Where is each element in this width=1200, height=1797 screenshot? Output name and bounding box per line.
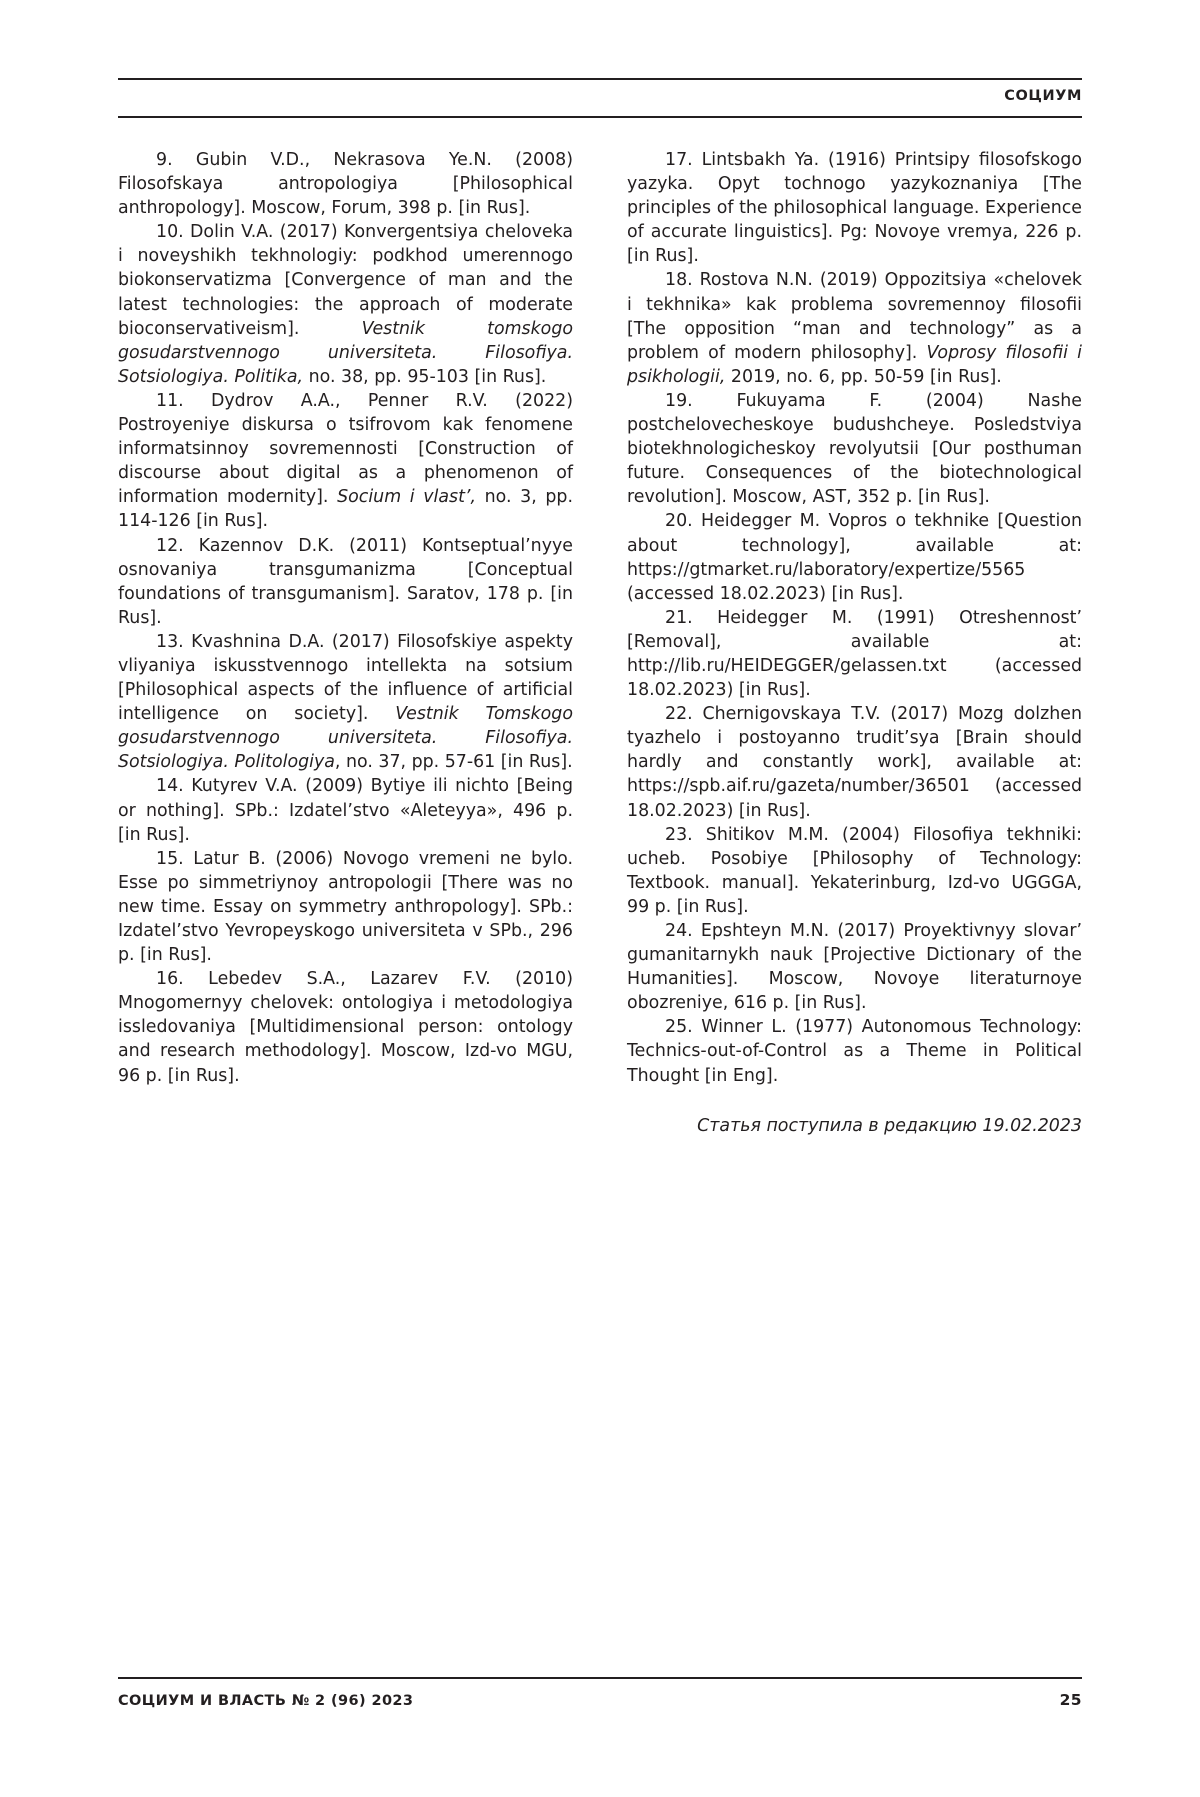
header-rule-bottom (118, 116, 1082, 118)
reference-item: 11. Dydrov A.A., Penner R.V. (2022) Postroyeniye diskursa o tsifrovom kak fenomene informatsinnoy sovremennosti [Construction of discourse about digital as a phenomenon of information modernity]. Socium i vlast’, no. 3, pp. 114-126 [in Rus]. (118, 390, 573, 532)
section-title: СОЦИУМ (1004, 88, 1082, 104)
footer-rule (118, 1677, 1082, 1679)
reference-item: 22. Chernigovskaya T.V. (2017) Mozg dolzhen tyazhelo i postoyanno trudit’sya [Brain should hardly and constantly work], available at: https://spb.aif.ru/gazeta/number/36501 (accessed 18.02.2023) [in Rus]. (627, 704, 1082, 821)
reference-item: 24. Epshteyn M.N. (2017) Proyektivnyy slovar’ gumanitarnykh nauk [Projective Dictionary of the Humanities]. Moscow, Novoye literaturnoye obozreniye, 616 p. [in Rus]. (627, 921, 1082, 1014)
two-column-body (118, 148, 1082, 1138)
reference-item: 10. Dolin V.A. (2017) Konvergentsiya cheloveka i noveyshikh tekhnologiy: podkhod umerennogo biokonservatizma [Convergence of man and the latest technologies: the approach of moderate bioconservativeism]. Vestnik tomskogo gosudarstvennogo universiteta. Filosofiya. Sotsiologiya. Politika, no. 38, pp. 95-103 [in Rus]. (118, 222, 573, 387)
reference-item: 9. Gubin V.D., Nekrasova Ye.N. (2008) Filosofskaya antropologiya [Philosophical anthropology]. Moscow, Forum, 398 p. [in Rus]. (118, 150, 573, 219)
left-column (118, 148, 573, 1138)
journal-issue-line: СОЦИУМ И ВЛАСТЬ № 2 (96) 2023 (118, 1693, 414, 1709)
right-column (627, 148, 1082, 1138)
reference-item: 25. Winner L. (1977) Autonomous Technology: Technics-out-of-Control as a Theme in Political Thought [in Eng]. (627, 1017, 1082, 1086)
reference-item: 16. Lebedev S.A., Lazarev F.V. (2010) Mnogomernyy chelovek: ontologiya i metodologiya issledovaniya [Multidimensional person: ontology and research methodology]. Moscow, Izd-vo MGU, 96 p. [in Rus]. (118, 969, 573, 1086)
page-footer (118, 1677, 1082, 1709)
page-number: 25 (1059, 1691, 1082, 1709)
reference-item: 19. Fukuyama F. (2004) Nashe postchelovecheskoye budushcheye. Posledstviya biotekhnologicheskoy revolyutsii [Our posthuman future. Consequences of the biotechnological revolution]. Moscow, AST, 352 p. [in Rus]. (627, 390, 1082, 508)
reference-item: 17. Lintsbakh Ya. (1916) Printsipy filosofskogo yazyka. Opyt tochnogo yazykoznaniya [The principles of the philosophical language. Experience of accurate linguistics]. Pg: Novoye vremya, 226 p. [in Rus]. (627, 150, 1082, 267)
page-header (118, 78, 1082, 118)
header-rule-top (118, 78, 1082, 80)
reference-item: 20. Heidegger M. Vopros o tekhnike [Question about technology], available at: https://gtmarket.ru/laboratory/expertize/5565 (accessed 18.02.2023) [in Rus]. (627, 511, 1082, 604)
reference-item: 15. Latur B. (2006) Novogo vremeni ne bylo. Esse po simmetriynoy antropologii [There was no new time. Essay on symmetry anthropology]. SPb.: Izdatel’stvo Yevropeyskogo universiteta v SPb., 296 p. [in Rus]. (118, 848, 573, 966)
reference-item: 21. Heidegger M. (1991) Otreshennost’ [Removal], available at: http://lib.ru/HEIDEGGER/gelassen.txt (accessed 18.02.2023) [in Rus]. (627, 607, 1082, 701)
reference-item: 18. Rostova N.N. (2019) Oppozitsiya «chelovek i tekhnika» kak problema sovremennoy filosofii [The opposition “man and technology” as a problem of modern philosophy]. Voprosy filosofii i psikhologii, 2019, no. 6, pp. 50-59 [in Rus]. (627, 270, 1083, 387)
reference-item: 23. Shitikov M.M. (2004) Filosofiya tekhniki: ucheb. Posobiye [Philosophy of Technology: Textbook. manual]. Yekaterinburg, Izd-vo UGGGA, 99 p. [in Rus]. (627, 824, 1082, 917)
reference-item: 13. Kvashnina D.A. (2017) Filosofskiye aspekty vliyaniya iskusstvennogo intellekta na sotsium [Philosophical aspects of the influence of artificial intelligence on society]. Vestnik Tomskogo gosudarstvennogo universiteta. Filosofiya. Sotsiologiya. Politologiya, no. 37, pp. 57-61 [in Rus]. (118, 631, 573, 773)
reference-item: 12. Kazennov D.K. (2011) Kontseptual’nyye osnovaniya transgumanizma [Conceptual foundations of transgumanism]. Saratov, 178 p. [in Rus]. (118, 535, 573, 628)
submission-note: Статья поступила в редакцию 19.02.2023 (697, 1115, 1082, 1136)
reference-item: 14. Kutyrev V.A. (2009) Bytiye ili nichto [Being or nothing]. SPb.: Izdatel’stvo «Aleteyya», 496 p. [in Rus]. (118, 776, 573, 845)
